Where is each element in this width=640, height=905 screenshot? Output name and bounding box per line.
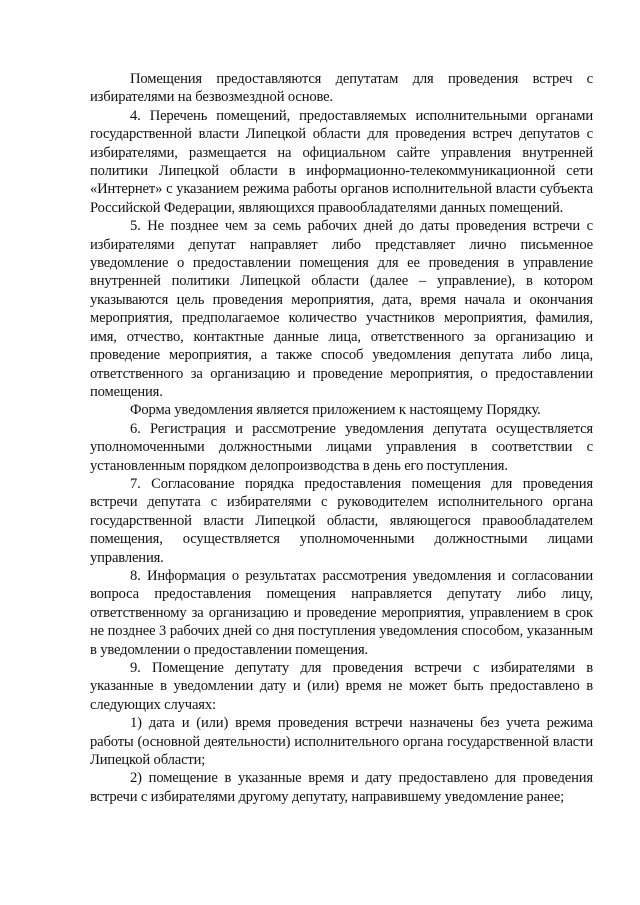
- paragraph-subitem-2: 2) помещение в указанные время и дату предоставлено для проведения встречи с избирателями другому депутату, направившему уведомление ранее;: [90, 770, 593, 805]
- paragraph-item-5: 5. Не позднее чем за семь рабочих дней до даты проведения встречи с избирателями депутат направляет либо представляет лично письменное уведомление о предоставлении помещения для ее проведения в управление внутренней политики Липецкой области (далее – управление), в котором указываются цель проведения мероприятия, дата, время начала и окончания мероприятия, предполагаемое количество участников мероприятия, фамилия, имя, отчество, контактные данные лица, ответственного за организацию и проведение мероприятия, а также способ уведомления депутата либо лица, ответственного за организацию и проведение мероприятия, о предоставлении помещения.: [90, 218, 593, 400]
- paragraph-item-8: 8. Информация о результатах рассмотрения уведомления и согласовании вопроса предоставления помещения направляется депутату либо лицу, ответственному за организацию и проведение мероприятия, управлением в срок не позднее 3 рабочих дней со дня поступления уведомления способом, указанным в уведомлении о предоставлении помещения.: [90, 567, 593, 658]
- paragraph-item-4: 4. Перечень помещений, предоставляемых исполнительными органами государственной власти Липецкой области для проведения встреч депутатов с избирателями, размещается на официальном сайте управления внутренней политики Липецкой области в информационно-телекоммуникационной сети «Интернет» с указанием режима работы органов исполнительной власти субъекта Российской Федерации, являющихся правообладателями данных помещений.: [90, 107, 593, 216]
- paragraph-item-7: 7. Согласование порядка предоставления помещения для проведения встречи депутата с избирателями с руководителем исполнительного органа государственной власти Липецкой области, являющегося правообладателем помещения, осуществляется уполномоченными должностными лицами управления.: [90, 475, 593, 566]
- paragraph-item-9: 9. Помещение депутату для проведения встречи с избирателями в указанные в уведомлении дату и (или) время не может быть предоставлено в следующих случаях:: [90, 660, 593, 713]
- paragraph-item-6: 6. Регистрация и рассмотрение уведомления депутата осуществляется уполномоченными должностными лицами управления в соответствии с установленным порядком делопроизводства в день его поступления.: [90, 420, 593, 474]
- paragraph-subitem-1: 1) дата и (или) время проведения встречи назначены без учета режима работы (основной деятельности) исполнительного органа государственной власти Липецкой области;: [90, 715, 593, 769]
- document-page: [90, 70, 593, 806]
- paragraph-premises-free: Помещения предоставляются депутатам для проведения встреч с избирателями на безвозмездной основе.: [90, 71, 593, 106]
- paragraph-notice-form: Форма уведомления является приложением к настоящему Порядку.: [130, 402, 541, 419]
